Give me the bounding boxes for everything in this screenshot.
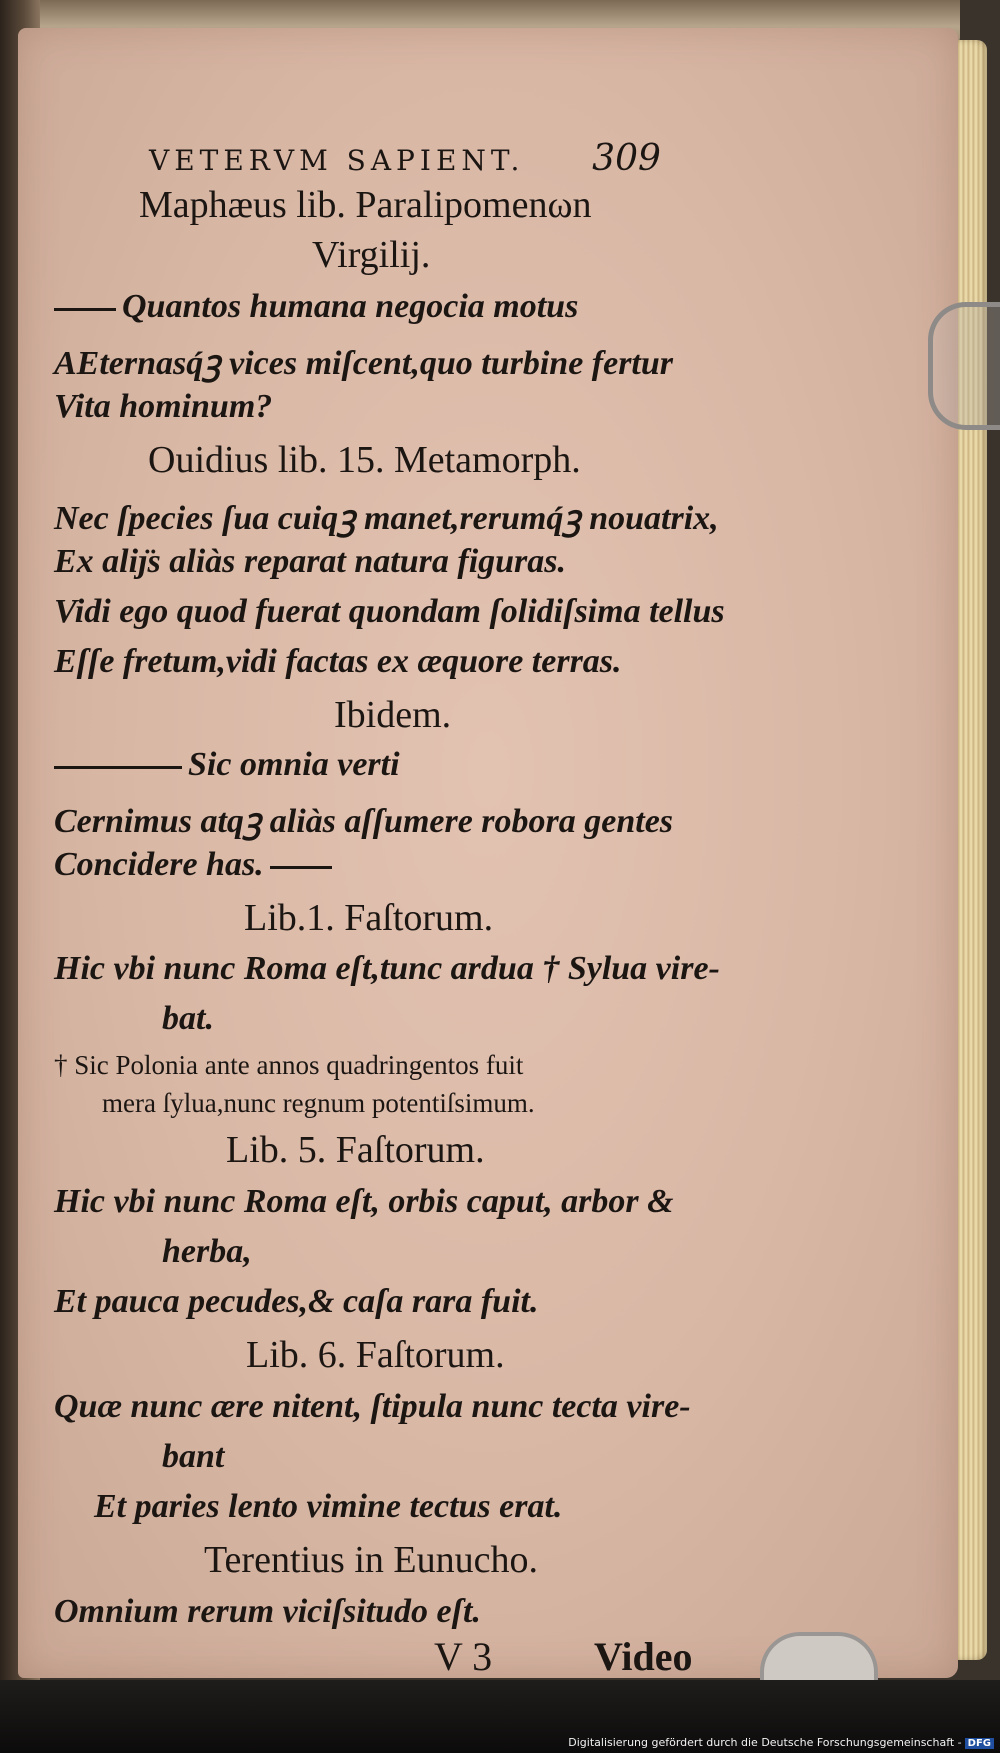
verse-text: Concidere has.	[54, 846, 264, 883]
verse-line: Et paries lento vimine tectus erat.	[94, 1488, 563, 1525]
running-head-title: VETERVM SAPIENT.	[149, 144, 525, 177]
verse-line	[54, 746, 400, 784]
heading-ouidius: Ouidius lib. 15. Metamorph.	[148, 439, 581, 481]
signature-mark: V 3	[434, 1634, 493, 1679]
dash-rule	[54, 766, 182, 769]
verse-text: Sic omnia verti	[188, 746, 400, 783]
verse-line: Nec ſpecies ſua cuiqꝫ manet,rerumq́ꝫ nouatrix,	[54, 500, 719, 537]
verse-line: Vita hominum?	[54, 388, 273, 425]
verse-line: bat.	[162, 1000, 214, 1037]
page-edges	[955, 40, 987, 1660]
running-head	[149, 138, 661, 179]
dfg-logo: DFG	[965, 1738, 994, 1749]
verse-line: Ex aliȷ̈s aliàs reparat natura figuras.	[54, 543, 567, 580]
heading-virgilij: Virgilij.	[312, 234, 431, 276]
heading-maphaeus: Maphæus lib. Paralipomenωn	[139, 184, 592, 226]
page-number: 309	[592, 138, 661, 179]
heading-terentius: Terentius in Eunucho.	[204, 1539, 538, 1581]
verse-line: Eſſe fretum,vidi factas ex æquore terras.	[54, 643, 622, 680]
metal-clasp-bottom	[760, 1632, 878, 1680]
verse-line: Quæ nunc ære nitent, ſtipula nunc tecta vire-	[54, 1388, 691, 1425]
verse-line: Vidi ego quod fuerat quondam ſolidiſsima tellus	[54, 593, 725, 630]
marginal-note: † Sic Polonia ante annos quadringentos fuit	[54, 1050, 524, 1080]
catchword: Video	[594, 1634, 693, 1679]
digitization-notice-text: Digitalisierung gefördert durch die Deutsche Forschungsgemeinschaft -	[568, 1736, 962, 1749]
dash-rule	[54, 308, 116, 311]
heading-lib6-fastorum: Lib. 6. Faſtorum.	[246, 1334, 505, 1376]
digitization-notice	[568, 1736, 994, 1752]
verse-line: bant	[162, 1438, 225, 1475]
heading-lib5-fastorum: Lib. 5. Faſtorum.	[226, 1129, 485, 1171]
verse-line: Et pauca pecudes,& caſa rara fuit.	[54, 1283, 539, 1320]
heading-ibidem: Ibidem.	[334, 694, 452, 736]
metal-clasp	[928, 302, 1000, 430]
verse-line: herba,	[162, 1233, 252, 1270]
dash-rule	[270, 866, 332, 869]
verse-line: Omnium rerum viciſsitudo eſt.	[54, 1593, 481, 1630]
verse-line: Cernimus atqꝫ aliàs aſſumere robora gentes	[54, 803, 674, 840]
heading-lib1-fastorum: Lib.1. Faſtorum.	[244, 897, 494, 939]
verse-line: Hic vbi nunc Roma eſt, orbis caput, arbor &	[54, 1183, 674, 1220]
verse-line	[54, 846, 338, 884]
verse-text: Quantos humana negocia motus	[122, 288, 579, 325]
marginal-note: mera ſylua,nunc regnum potentiſsimum.	[102, 1088, 535, 1118]
verse-line	[54, 288, 578, 326]
book-page	[18, 28, 958, 1678]
verse-line: Hic vbi nunc Roma eſt,tunc ardua † Sylua vire-	[54, 950, 720, 987]
verse-line: AEternasq́ꝫ vices miſcent,quo turbine fertur	[54, 345, 674, 382]
